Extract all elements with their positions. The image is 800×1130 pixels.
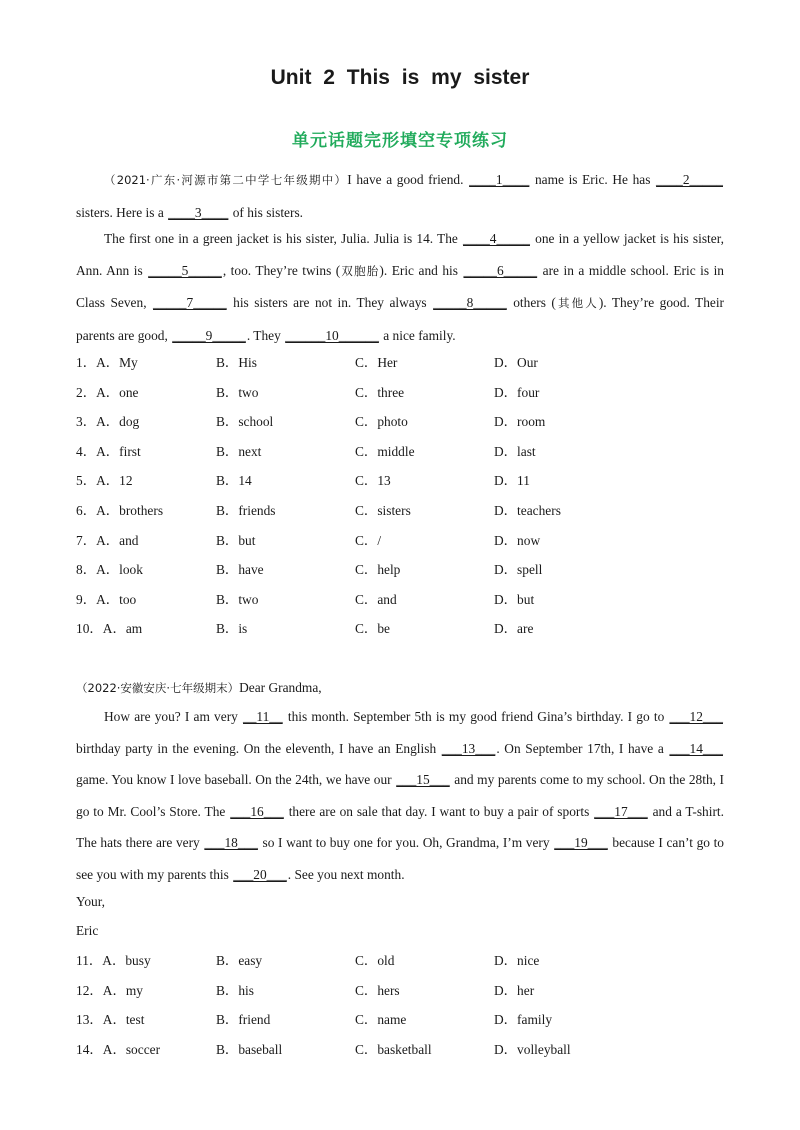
option-b[interactable]: B．His <box>216 355 257 370</box>
question-row <box>76 353 736 373</box>
option-a[interactable]: 5．A．12 <box>76 473 133 489</box>
passage-text: ). Eric and his <box>379 262 463 278</box>
question-row <box>76 501 736 521</box>
letter-signature: Eric <box>76 923 99 938</box>
question-row <box>76 560 736 580</box>
passage-text: there are on sale that day. I want to buy a pair of sports <box>284 803 594 819</box>
blank-14: ___14___ <box>669 740 723 756</box>
question-row <box>76 531 736 551</box>
option-a[interactable]: 10．A．am <box>76 621 143 637</box>
option-d[interactable]: D．four <box>494 384 540 400</box>
option-c[interactable]: C．hers <box>355 982 400 998</box>
chinese-gloss: 双胞胎 <box>340 263 380 278</box>
passage-text: and my parents come to my school. On the 28th, I go to Mr. Cool’s Store. The <box>76 772 724 819</box>
passage-text: are in a middle school. Eric is in Class Seven, <box>76 262 724 310</box>
option-c[interactable]: C．Her <box>355 355 398 370</box>
option-d[interactable]: D．spell <box>494 562 543 578</box>
blank-5: _____5_____ <box>148 262 222 278</box>
blank-18: ___18___ <box>204 835 258 850</box>
blank-3: ____3____ <box>168 204 229 220</box>
option-a[interactable]: 8．A．look <box>76 562 143 578</box>
blank-20: ___20___ <box>233 866 287 882</box>
option-b[interactable]: B．is <box>216 621 248 637</box>
option-a[interactable]: 14．A．soccer <box>76 1041 161 1057</box>
option-b[interactable]: B．friend <box>216 1012 271 1028</box>
option-d[interactable]: D．but <box>494 591 535 607</box>
passage-text: a nice family. <box>379 327 456 343</box>
blank-15: ___15___ <box>396 772 450 787</box>
question-row <box>76 951 736 971</box>
passage-text: one in a yellow jacket is his sister, Ann. Ann is <box>76 231 724 278</box>
passage-text: this month. September 5th is my good friend Gina’s birthday. I go to <box>283 709 669 724</box>
option-d[interactable]: D．teachers <box>494 503 561 518</box>
option-d[interactable]: D．room <box>494 414 546 430</box>
page-title: Unit 2 This is my sister <box>270 66 530 89</box>
passage-text: ). They’re good. Their parents are good, <box>76 295 725 343</box>
blank-2: ____2_____ <box>656 172 723 187</box>
option-b[interactable]: B．his <box>216 982 254 998</box>
option-a[interactable]: 1．A．My <box>76 355 138 370</box>
option-b[interactable]: B．14 <box>216 473 252 489</box>
passage-text: because I can’t go to see you with my parents this <box>76 835 724 882</box>
option-a[interactable]: 11．A．busy <box>76 953 151 968</box>
passage-text: , too. They’re twins ( <box>222 262 341 278</box>
option-c[interactable]: C．basketball <box>355 1041 432 1057</box>
option-c[interactable]: C．middle <box>355 443 415 459</box>
passage-text: . On September 17th, I have a <box>496 740 669 756</box>
option-d[interactable]: D．volleyball <box>494 1041 571 1057</box>
passage-text: birthday party in the evening. On the eleventh, I have an English <box>76 740 441 756</box>
section-subtitle: 单元话题完形填空专项练习 <box>292 131 508 151</box>
passage-1-body <box>76 223 724 351</box>
passage-text: and a T-shirt. The hats there are very <box>76 803 724 850</box>
option-c[interactable]: C．photo <box>355 414 408 430</box>
option-b[interactable]: B．school <box>216 414 274 430</box>
blank-16: ___16___ <box>230 803 284 819</box>
option-a[interactable]: 4．A．first <box>76 443 141 459</box>
question-row <box>76 619 736 639</box>
passage-text: of his sisters. <box>229 204 304 220</box>
blank-10: ______10______ <box>285 327 379 343</box>
question-row <box>76 1040 736 1060</box>
question-row <box>76 1010 736 1030</box>
passage-text: others ( <box>507 295 556 310</box>
option-c[interactable]: C．/ <box>355 532 382 548</box>
passage-text: sisters. Here is a <box>76 204 168 220</box>
blank-11: __11__ <box>243 709 283 724</box>
option-c[interactable]: C．sisters <box>355 503 411 518</box>
option-d[interactable]: D．now <box>494 532 541 548</box>
blank-19: ___19___ <box>554 835 608 850</box>
question-row <box>76 471 736 491</box>
option-a[interactable]: 2．A．one <box>76 384 139 400</box>
passage-text: game. You know I love baseball. On the 24th, we have our <box>76 772 396 787</box>
passage-text: his sisters are not in. They always <box>227 295 433 310</box>
option-b[interactable]: B．have <box>216 562 264 578</box>
option-b[interactable]: B．but <box>216 532 256 548</box>
option-d[interactable]: D．nice <box>494 953 540 968</box>
question-row <box>76 383 736 403</box>
blank-7: _____7_____ <box>153 295 227 310</box>
option-c[interactable]: C．help <box>355 562 401 578</box>
option-b[interactable]: B．friends <box>216 503 276 518</box>
option-d[interactable]: D．Our <box>494 355 538 370</box>
option-a[interactable]: 3．A．dog <box>76 414 140 430</box>
option-c[interactable]: C．and <box>355 591 397 607</box>
option-a[interactable]: 13．A．test <box>76 1012 145 1028</box>
option-c[interactable]: C．be <box>355 621 390 637</box>
option-c[interactable]: C．old <box>355 953 395 968</box>
blank-4: ____4_____ <box>463 231 530 246</box>
passage-text: so I want to buy one for you. Oh, Grandma, I’m very <box>258 835 554 850</box>
passage-text: The first one in a green jacket is his sister, Julia. Julia is 14. The <box>104 231 463 246</box>
option-b[interactable]: B．two <box>216 591 259 607</box>
question-row <box>76 590 736 610</box>
passage-text: . See you next month. <box>287 866 405 882</box>
blank-12: ___12___ <box>669 709 723 724</box>
option-b[interactable]: B．baseball <box>216 1041 283 1057</box>
blank-8: _____8_____ <box>433 295 507 310</box>
option-c[interactable]: C．name <box>355 1012 407 1028</box>
blank-9: _____9_____ <box>172 327 246 343</box>
option-d[interactable]: D．are <box>494 621 534 637</box>
option-d[interactable]: D．11 <box>494 473 530 489</box>
passage-1-intro <box>76 164 724 228</box>
letter-greeting: Dear Grandma, <box>239 680 322 695</box>
passage-2-header <box>76 678 322 698</box>
chinese-gloss: 其他人 <box>555 296 599 310</box>
passage-2-source: （2022·安徽安庆·七年级期末） <box>76 681 240 695</box>
passage-text: name is Eric. He has <box>530 172 656 187</box>
blank-13: ___13___ <box>441 740 496 756</box>
letter-closing: Your, <box>76 894 105 909</box>
question-row <box>76 981 736 1001</box>
option-a[interactable]: 7．A．and <box>76 532 139 548</box>
passage-text: How are you? I am very <box>104 709 243 724</box>
option-a[interactable]: 9．A．too <box>76 591 137 607</box>
blank-17: ___17___ <box>594 803 648 819</box>
option-b[interactable]: B．easy <box>216 953 263 968</box>
passage-1-source: （2021·广东·河源市第二中学七年级期中） <box>104 173 348 187</box>
option-b[interactable]: B．next <box>216 443 262 459</box>
option-d[interactable]: D．last <box>494 443 536 459</box>
option-d[interactable]: D．family <box>494 1012 553 1028</box>
option-b[interactable]: B．two <box>216 384 259 400</box>
passage-text: I have a good friend. <box>347 172 469 187</box>
option-a[interactable]: 12．A．my <box>76 982 143 998</box>
option-a[interactable]: 6．A．brothers <box>76 503 164 518</box>
option-d[interactable]: D．her <box>494 982 535 998</box>
passage-2-body <box>76 701 724 890</box>
question-row <box>76 412 736 432</box>
blank-6: _____6_____ <box>463 262 538 278</box>
passage-text: . They <box>246 327 285 343</box>
blank-1: ____1____ <box>469 172 530 187</box>
option-c[interactable]: C．13 <box>355 473 391 489</box>
question-row <box>76 442 736 462</box>
option-c[interactable]: C．three <box>355 384 405 400</box>
